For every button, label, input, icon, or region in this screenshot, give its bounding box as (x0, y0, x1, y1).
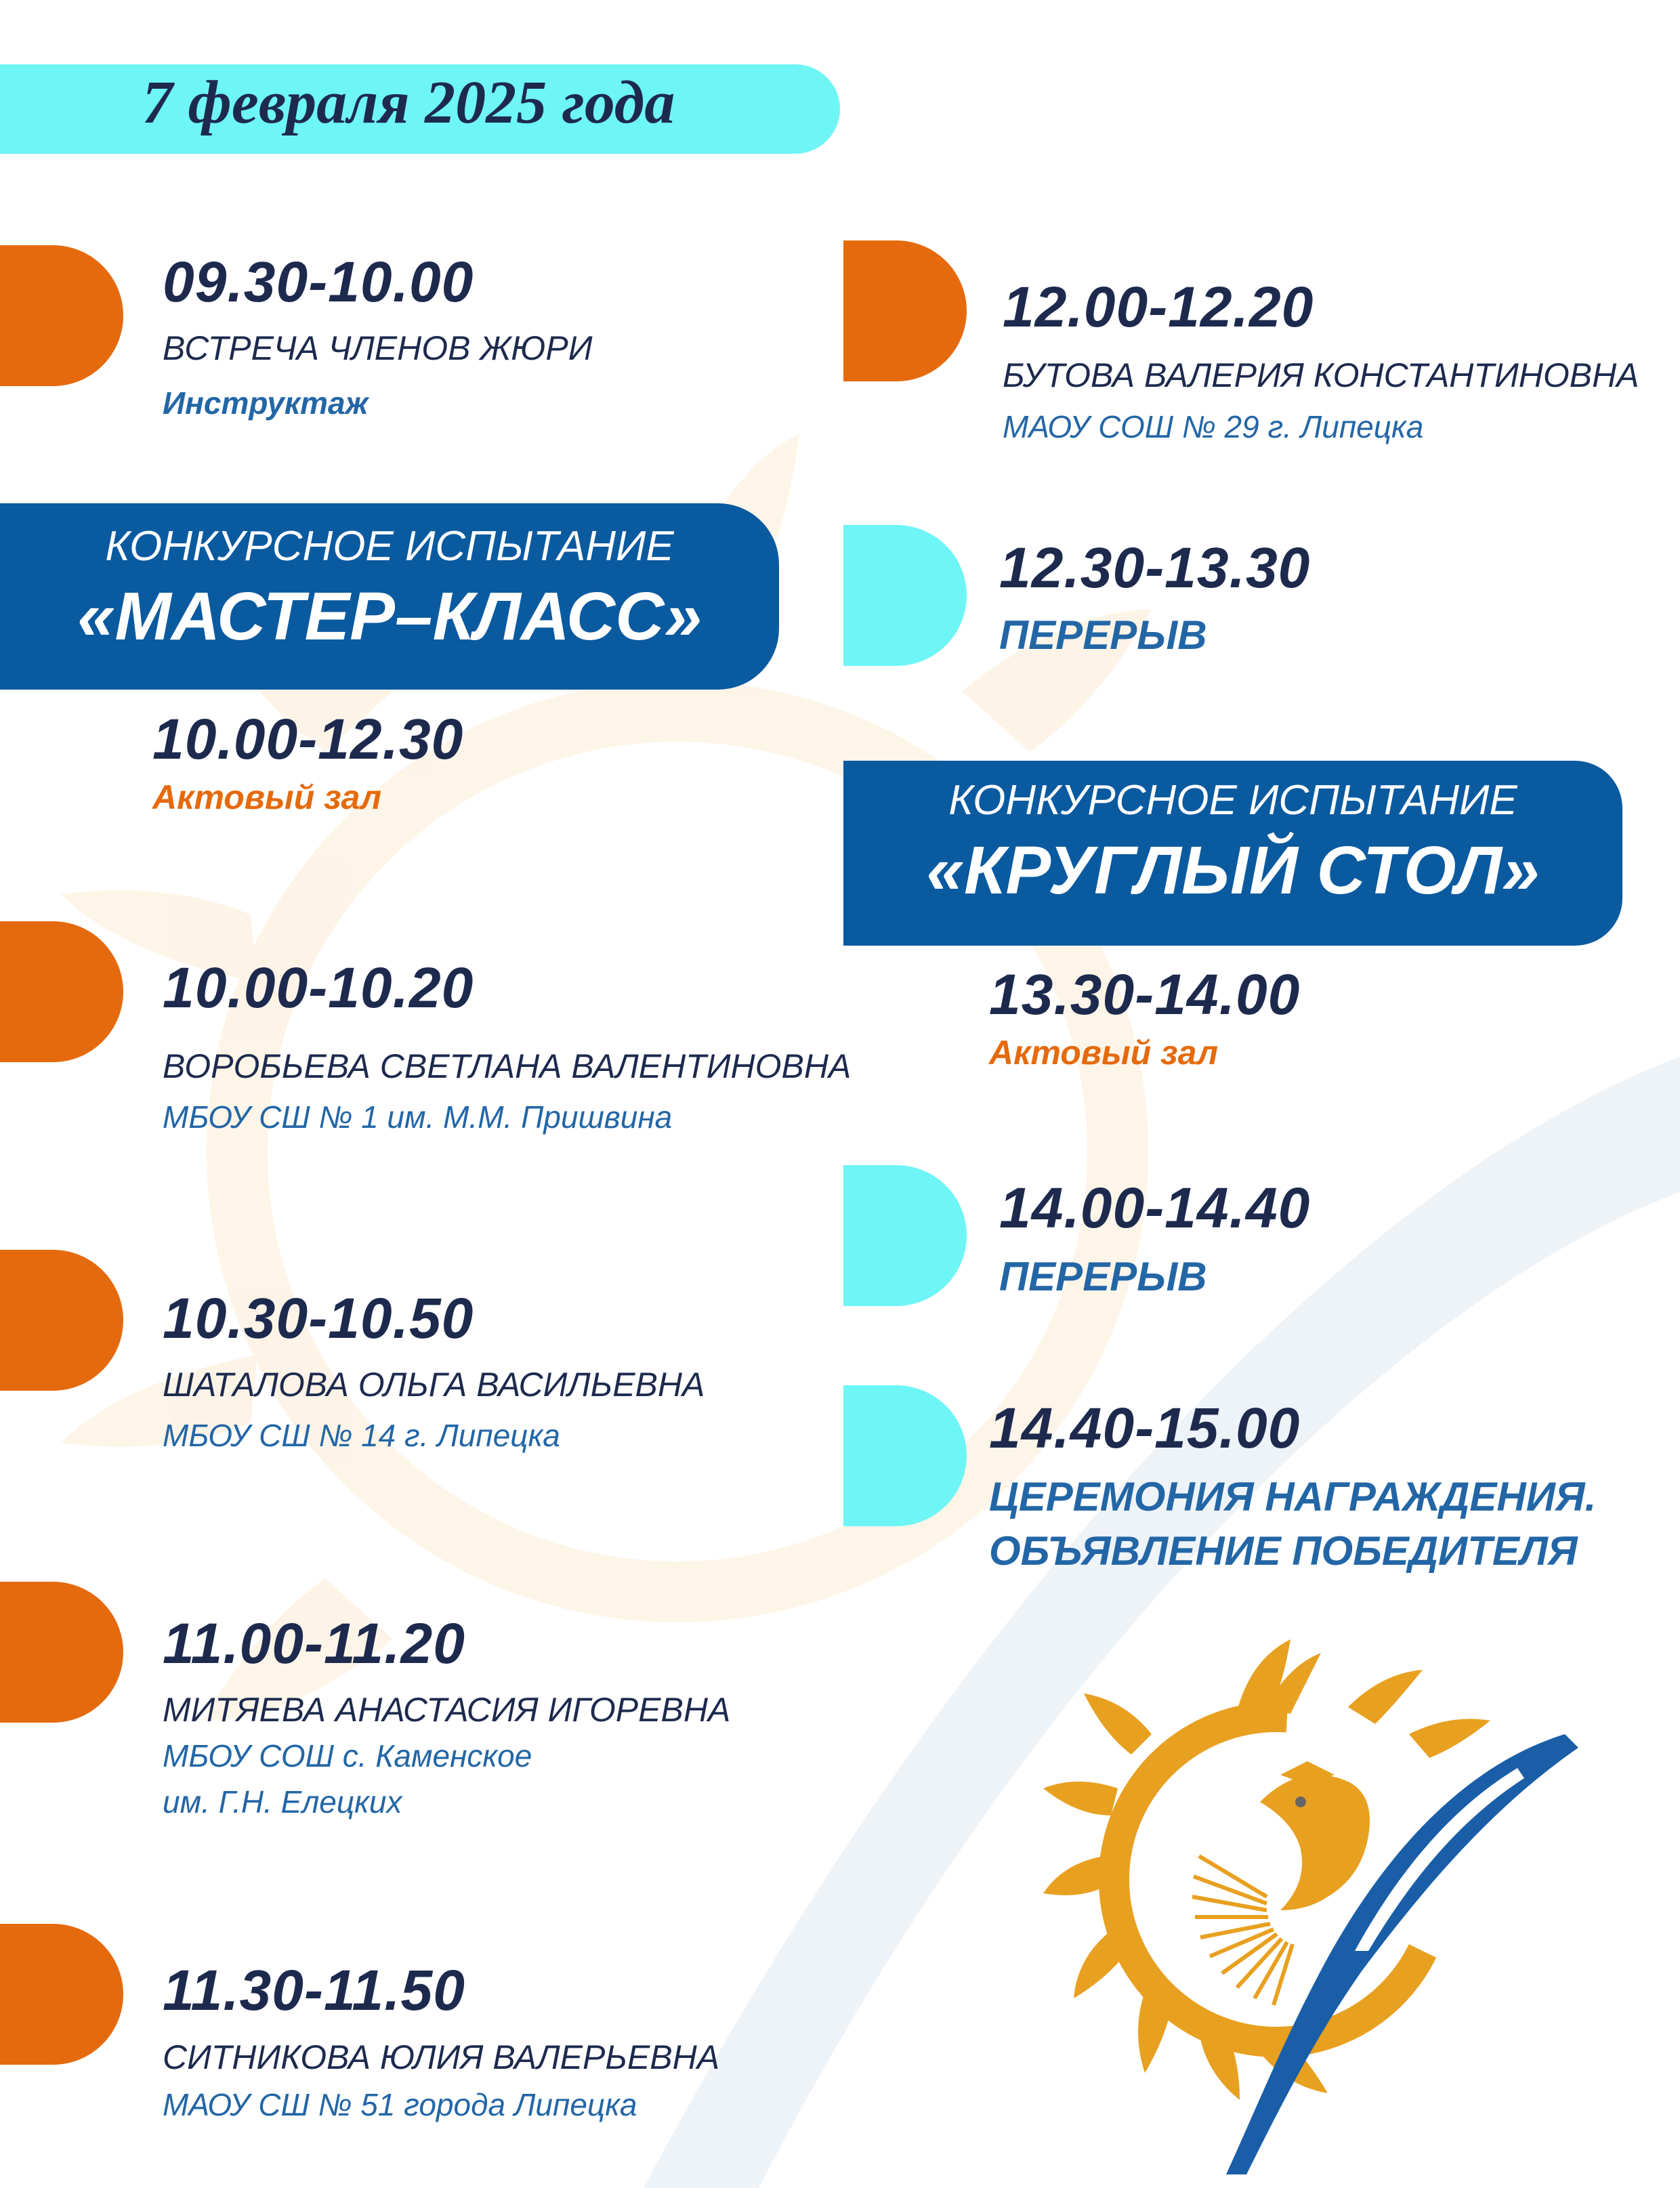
masterclass-line1: КОНКУРСНОЕ ИСПЫТАНИЕ (105, 523, 674, 570)
slot-time: 10.00-10.20 (163, 956, 474, 1019)
ceremony-time: 14.40-15.00 (989, 1396, 1301, 1460)
participant-name: МИТЯЕВА АНАСТАСИЯ ИГОРЕВНА (163, 1691, 731, 1729)
briefing-time: 09.30-10.00 (163, 250, 474, 314)
briefing-subtitle: Инструктаж (163, 385, 369, 421)
roundtable-location: Актовый зал (989, 1034, 1219, 1072)
break-time: 12.30-13.30 (999, 536, 1311, 599)
page-date: 7 февраля 2025 года (142, 69, 675, 136)
participant-name: БУТОВА ВАЛЕРИЯ КОНСТАНТИНОВНА (1003, 356, 1639, 394)
participant-org: МАОУ СШ № 51 города Липецка (163, 2087, 637, 2122)
participant-org-line2: им. Г.Н. Елецких (163, 1784, 402, 1819)
slot-time: 11.30-11.50 (163, 1958, 465, 2022)
roundtable-line2: «КРУГЛЫЙ СТОЛ» (926, 833, 1540, 908)
roundtable-time: 13.30-14.00 (989, 963, 1301, 1026)
participant-org: МАОУ СОШ № 29 г. Липецка (1003, 409, 1424, 444)
participant-name: ВОРОБЬЕВА СВЕТЛАНА ВАЛЕНТИНОВНА (163, 1047, 852, 1085)
ceremony-line1: ЦЕРЕМОНИЯ НАГРАЖДЕНИЯ. (989, 1474, 1597, 1519)
participant-org: МБОУ СОШ с. Каменское (163, 1738, 532, 1773)
roundtable-line1: КОНКУРСНОЕ ИСПЫТАНИЕ (948, 777, 1517, 824)
roundtable-banner (843, 761, 1622, 946)
participant-name: ШАТАЛОВА ОЛЬГА ВАСИЛЬЕВНА (163, 1366, 705, 1404)
slot-time: 10.30-10.50 (163, 1286, 474, 1350)
slot-time: 11.00-11.20 (163, 1612, 465, 1675)
ceremony-line2: ОБЪЯВЛЕНИЕ ПОБЕДИТЕЛЯ (989, 1528, 1578, 1574)
participant-org: МБОУ СШ № 1 им. М.М. Пришвина (163, 1099, 673, 1135)
break-label: ПЕРЕРЫВ (999, 612, 1207, 658)
masterclass-location: Актовый зал (152, 778, 382, 816)
slot-time: 12.00-12.20 (1003, 275, 1314, 339)
briefing-title: ВСТРЕЧА ЧЛЕНОВ ЖЮРИ (163, 329, 593, 367)
masterclass-line2: «МАСТЕР–КЛАСС» (77, 578, 702, 654)
masterclass-time: 10.00-12.30 (152, 707, 464, 771)
sun-bird-quill-logo (1043, 1633, 1585, 2181)
break-time: 14.00-14.40 (999, 1176, 1311, 1240)
participant-name: СИТНИКОВА ЮЛИЯ ВАЛЕРЬЕВНА (163, 2038, 720, 2076)
participant-org: МБОУ СШ № 14 г. Липецка (163, 1418, 560, 1453)
masterclass-banner (0, 503, 779, 690)
break-label: ПЕРЕРЫВ (999, 1254, 1207, 1299)
